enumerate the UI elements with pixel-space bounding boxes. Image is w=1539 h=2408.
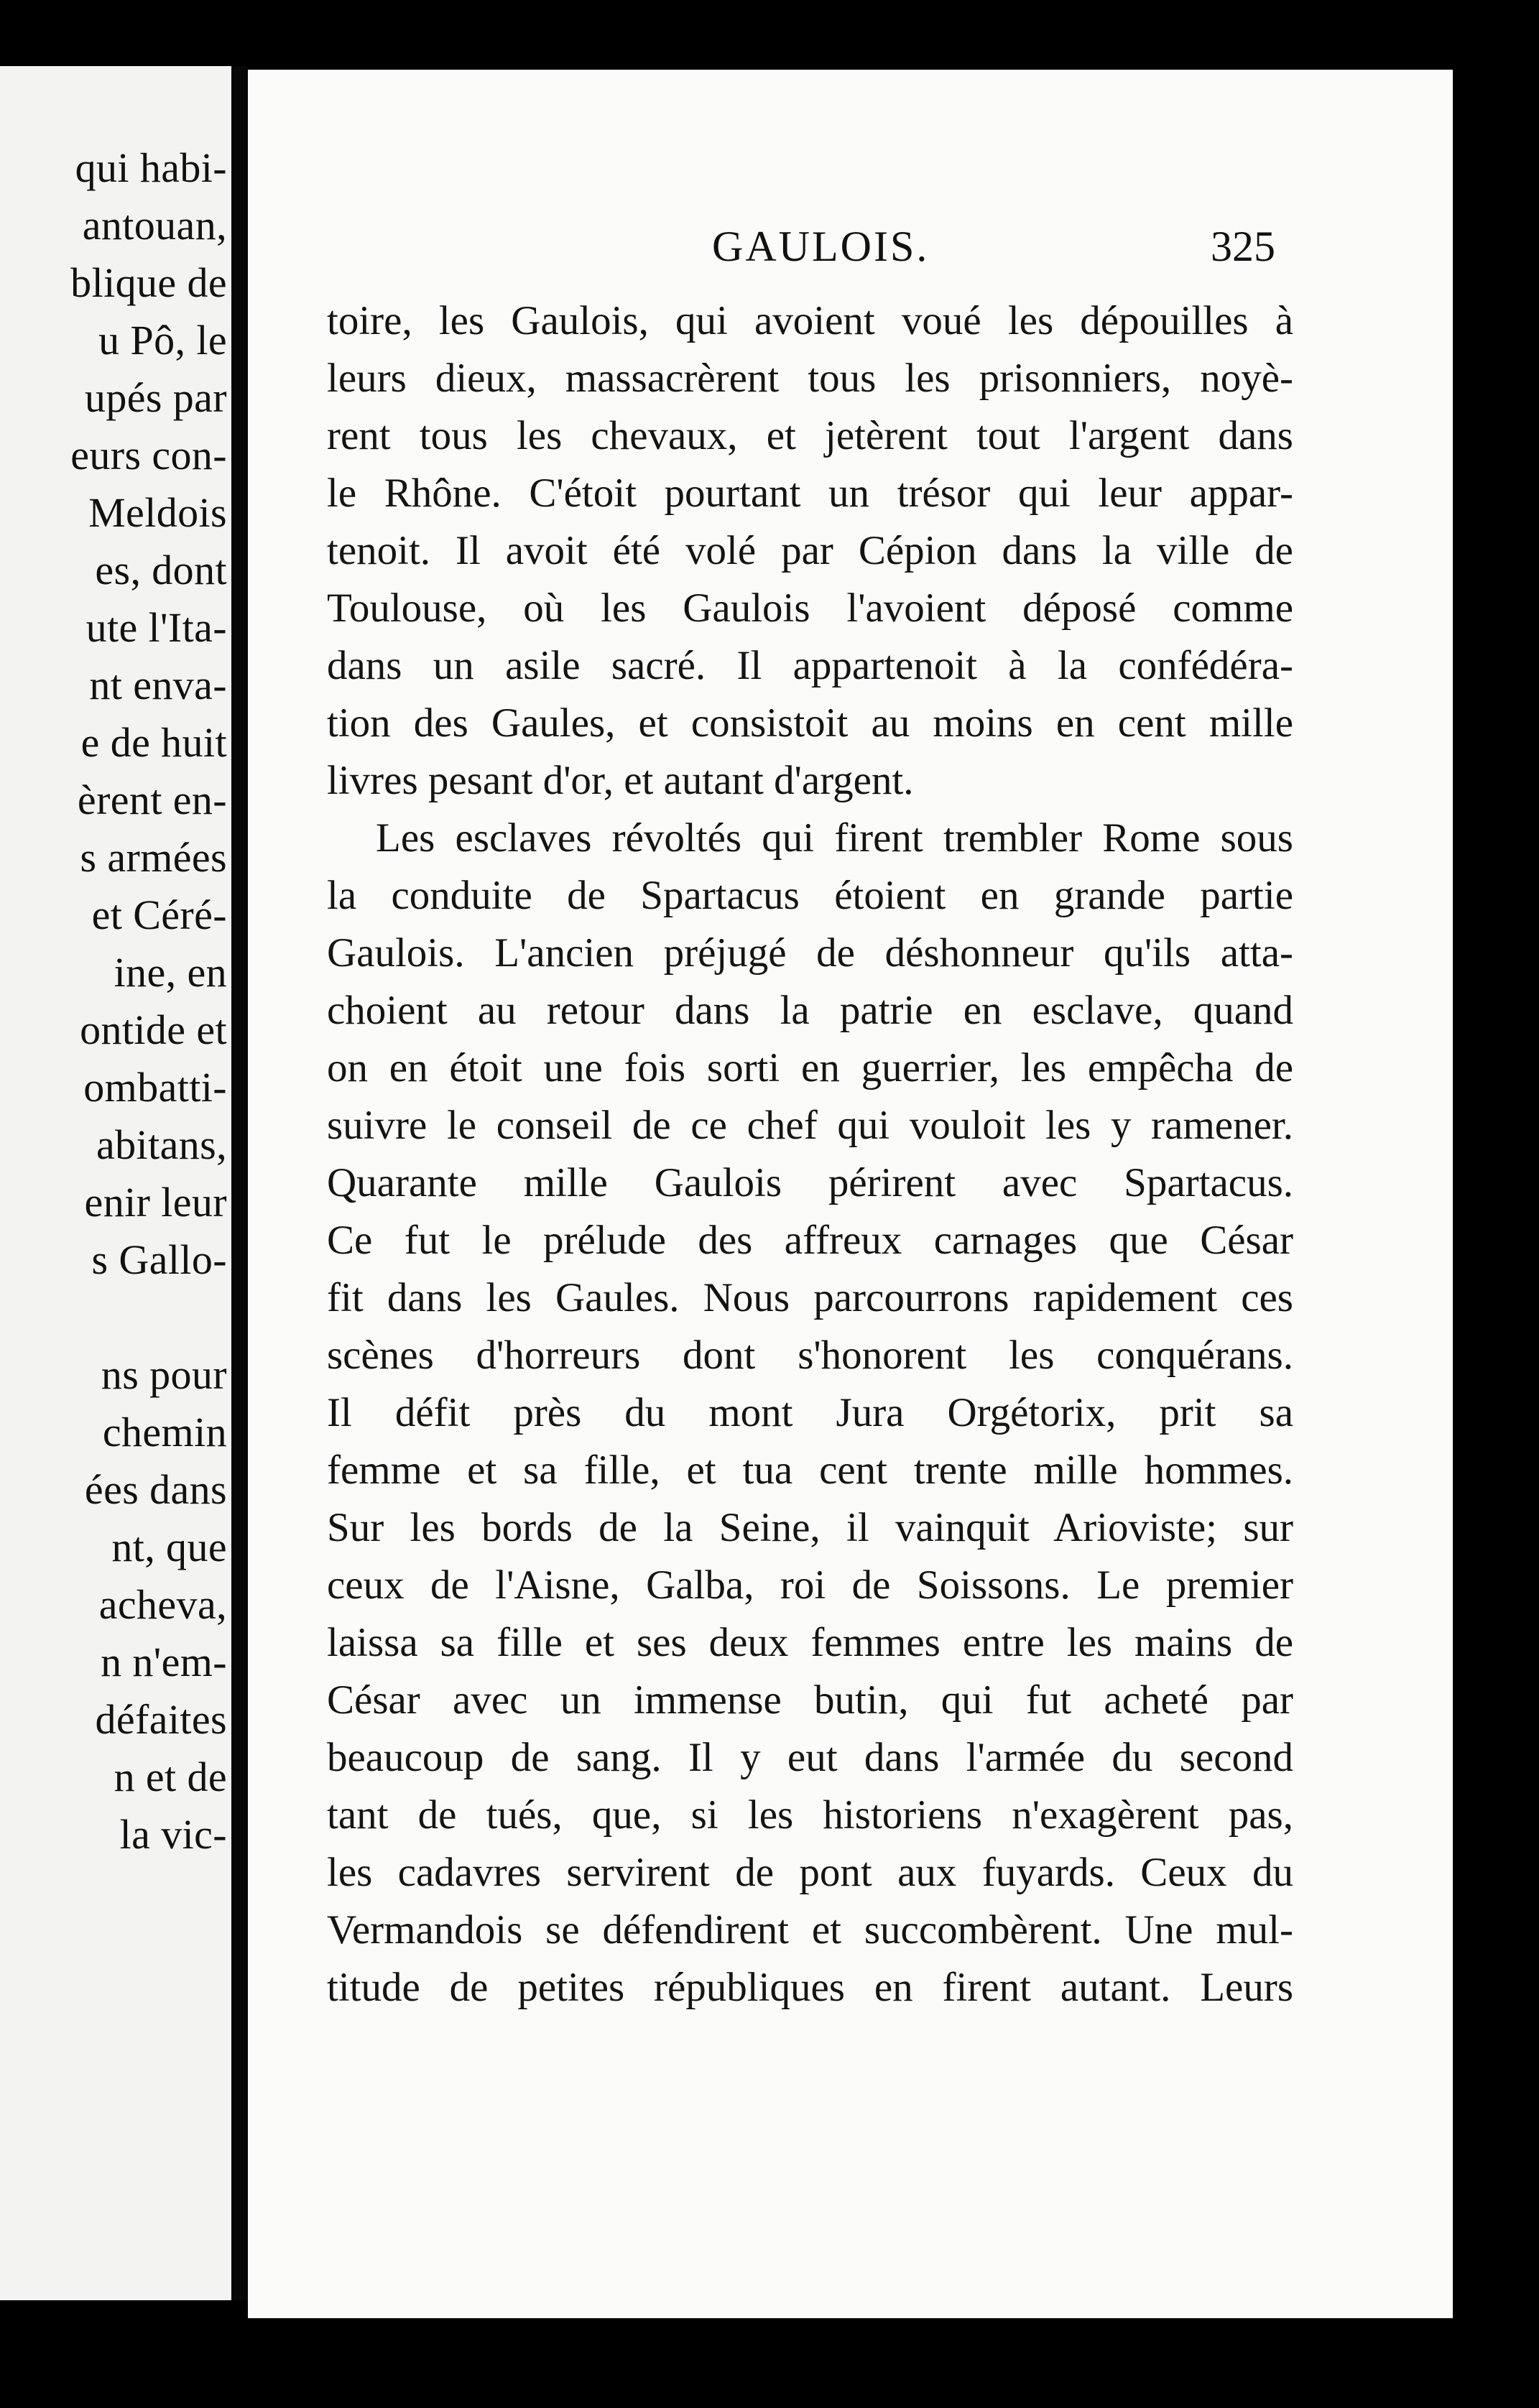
book-gutter	[231, 66, 248, 2300]
facing-page-line: chemin	[102, 1409, 227, 1455]
facing-page-line: défaites	[95, 1696, 227, 1743]
text-line: tant de tués, que, si les historiens n'exagèrent pas,	[327, 1792, 1293, 1838]
text-line: leurs dieux, massacrèrent tous les prisonniers, noyè-	[327, 356, 1293, 401]
facing-page-fragment	[0, 66, 231, 2300]
text-line: choient au retour dans la patrie en esclave, quand	[327, 988, 1293, 1033]
text-line: suivre le conseil de ce chef qui vouloit les y ramener.	[327, 1103, 1293, 1148]
running-head	[248, 222, 1453, 279]
paragraph-first-line: Les esclaves révoltés qui firent trembler Rome sous	[376, 815, 1293, 861]
text-line: Il défit près du mont Jura Orgétorix, prit sa	[327, 1390, 1293, 1435]
text-line: toire, les Gaulois, qui avoient voué les dépouilles à	[327, 298, 1293, 343]
facing-page-line: èrent en-	[77, 777, 227, 823]
facing-page-line: ns pour	[101, 1351, 227, 1398]
facing-page-line: abitans,	[96, 1121, 227, 1168]
page-number: 325	[1211, 223, 1275, 270]
facing-page-line: Meldois	[88, 489, 227, 536]
text-line: Sur les bords de la Seine, il vainquit Arioviste; sur	[327, 1505, 1293, 1550]
text-line: laissa sa fille et ses deux femmes entre les mains de	[327, 1620, 1293, 1665]
facing-page-line: n et de	[114, 1754, 227, 1800]
facing-page-line: upés par	[84, 374, 227, 421]
facing-page-line: acheva,	[98, 1581, 227, 1628]
text-line: Gaulois. L'ancien préjugé de déshonneur qu'ils atta-	[327, 930, 1293, 976]
text-line: tion des Gaules, et consistoit au moins en cent mille	[327, 700, 1293, 746]
text-line: femme et sa fille, et tua cent trente mille hommes.	[327, 1448, 1293, 1493]
text-line: ceux de l'Aisne, Galba, roi de Soissons. Le premier	[327, 1562, 1293, 1608]
text-line: tenoit. Il avoit été volé par Cépion dans la ville de	[327, 528, 1293, 573]
text-line: Ce fut le prélude des affreux carnages que César	[327, 1218, 1293, 1263]
text-line: les cadavres servirent de pont aux fuyards. Ceux du	[327, 1850, 1293, 1895]
text-line: la conduite de Spartacus étoient en grande partie	[327, 873, 1293, 918]
text-line: le Rhône. C'étoit pourtant un trésor qui leur appar-	[327, 471, 1293, 516]
facing-page-line: es, dont	[95, 547, 227, 593]
facing-page-line: e de huit	[80, 719, 227, 766]
facing-page-line: nt enva-	[89, 662, 227, 708]
facing-page-line: ontide et	[80, 1006, 227, 1053]
facing-page-line: ées dans	[84, 1466, 227, 1513]
facing-page-line: eurs con-	[70, 432, 227, 478]
facing-page-line: qui habi-	[75, 144, 227, 191]
facing-page-line: enir leur	[84, 1179, 227, 1226]
text-line: livres pesant d'or, et autant d'argent.	[327, 758, 914, 803]
book-page	[248, 70, 1453, 2318]
text-line: Quarante mille Gaulois périrent avec Spartacus.	[327, 1160, 1293, 1205]
text-line: Toulouse, où les Gaulois l'avoient déposé comme	[327, 585, 1293, 631]
text-line: César avec un immense butin, qui fut acheté par	[327, 1677, 1293, 1723]
text-line: beaucoup de sang. Il y eut dans l'armée du second	[327, 1735, 1293, 1780]
facing-page-line: ine, en	[114, 949, 227, 996]
facing-page-line: u Pô, le	[98, 317, 227, 363]
text-line: titude de petites républiques en firent autant. Leurs	[327, 1965, 1293, 2010]
text-line: fit dans les Gaules. Nous parcourrons rapidement ces	[327, 1275, 1293, 1320]
text-line: dans un asile sacré. Il appartenoit à la confédéra-	[327, 643, 1293, 688]
text-line: scènes d'horreurs dont s'honorent les conquérans.	[327, 1333, 1293, 1378]
facing-page-line: ute l'Ita-	[86, 604, 227, 651]
facing-page-line: nt, que	[111, 1524, 227, 1570]
text-line: Vermandois se défendirent et succombèrent. Une mul-	[327, 1907, 1293, 1953]
facing-page-line: la vic-	[119, 1811, 227, 1858]
facing-page-line: ombatti-	[83, 1064, 227, 1111]
facing-page-line: n n'em-	[101, 1639, 227, 1685]
facing-page-line: antouan,	[82, 202, 227, 249]
facing-page-line: s Gallo-	[91, 1236, 227, 1283]
facing-page-line: s armées	[80, 834, 227, 881]
text-line: on en étoit une fois sorti en guerrier, les empêcha de	[327, 1045, 1293, 1090]
text-line: rent tous les chevaux, et jetèrent tout l'argent dans	[327, 413, 1293, 458]
facing-page-line: et Céré-	[91, 892, 227, 938]
running-title: GAULOIS.	[712, 223, 930, 270]
facing-page-line: blique de	[70, 259, 227, 306]
